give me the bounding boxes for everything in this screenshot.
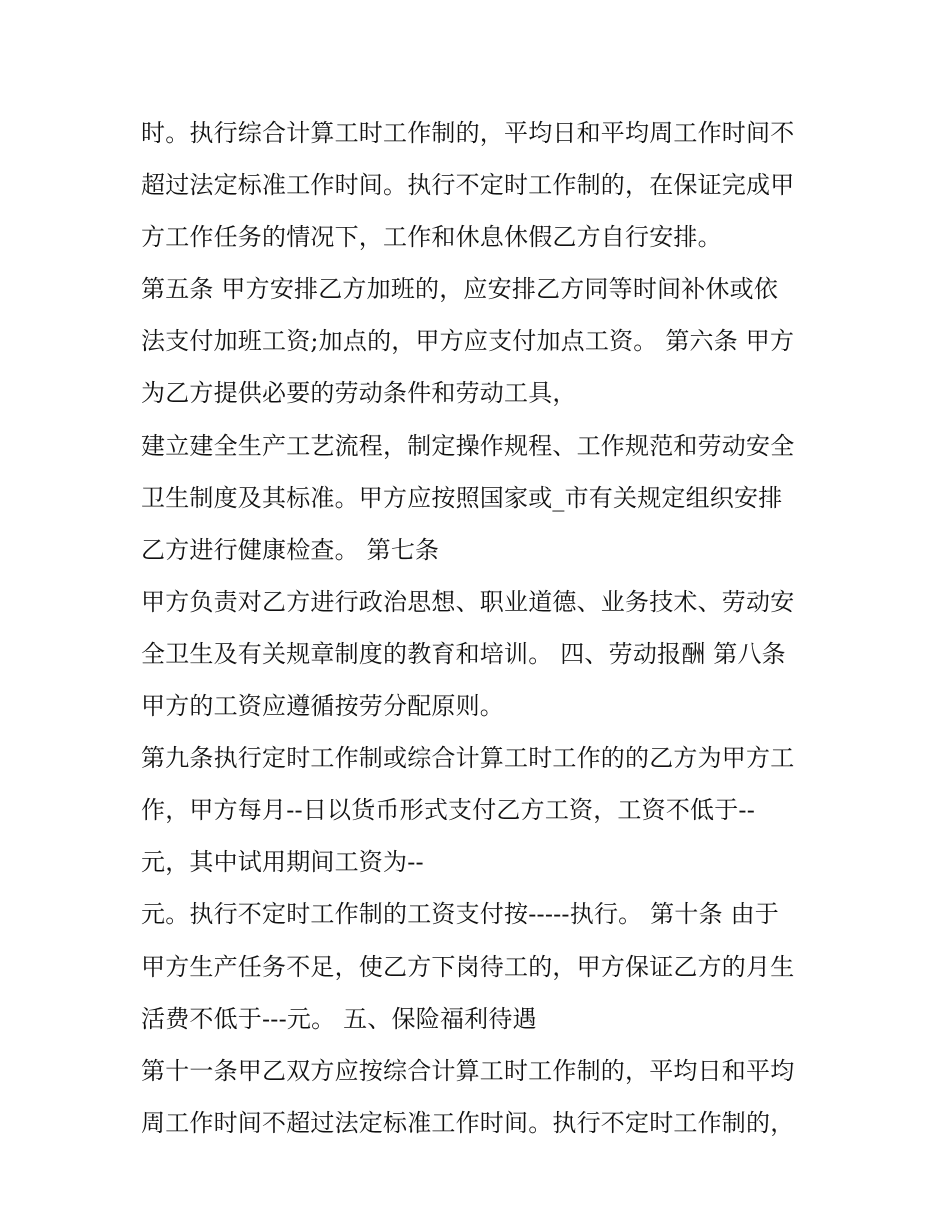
text-line: 法支付加班工资;加点的，甲方应支付加点工资。 第六条 甲方 xyxy=(141,327,795,356)
text-line: 方工作任务的情况下，工作和休息休假乙方自行安排。 xyxy=(141,223,722,252)
text-line: 元，其中试用期间工资为-- xyxy=(141,848,424,877)
text-line: 周工作时间不超过法定标准工作时间。执行不定时工作制的， xyxy=(141,1108,795,1137)
text-line: 为乙方提供必要的劳动条件和劳动工具， xyxy=(141,379,577,408)
text-line: 全卫生及有关规章制度的教育和培训。 四、劳动报酬 第八条 xyxy=(141,639,786,668)
text-line: 第十一条甲乙双方应按综合计算工时工作制的，平均日和平均 xyxy=(141,1056,795,1085)
text-line: 第九条执行定时工作制或综合计算工时工作的的乙方为甲方工 xyxy=(141,744,795,773)
text-line: 作，甲方每月--日以货币形式支付乙方工资，工资不低于-- xyxy=(141,796,756,825)
text-line: 甲方生产任务不足，使乙方下岗待工的，甲方保证乙方的月生 xyxy=(141,952,795,981)
text-line: 建立建全生产工艺流程，制定操作规程、工作规范和劳动安全 xyxy=(141,431,795,460)
text-line: 甲方的工资应遵循按劳分配原则。 xyxy=(141,692,504,721)
text-line: 时。执行综合计算工时工作制的，平均日和平均周工作时间不 xyxy=(141,119,795,147)
text-line: 卫生制度及其标准。甲方应按照国家或_市有关规定组织安排 xyxy=(141,483,783,512)
text-line: 超过法定标准工作时间。执行不定时工作制的，在保证完成甲 xyxy=(141,171,795,200)
contract-text-body xyxy=(141,107,831,1149)
text-line: 甲方负责对乙方进行政治思想、职业道德、业务技术、劳动安 xyxy=(141,587,795,616)
text-line: 元。执行不定时工作制的工资支付按-----执行。 第十条 由于 xyxy=(141,900,780,929)
text-line: 乙方进行健康检查。 第七条 xyxy=(141,535,440,564)
text-line: 活费不低于---元。 五、保险福利待遇 xyxy=(141,1004,537,1033)
text-line: 第五条 甲方安排乙方加班的，应安排乙方同等时间补休或依 xyxy=(141,275,779,304)
